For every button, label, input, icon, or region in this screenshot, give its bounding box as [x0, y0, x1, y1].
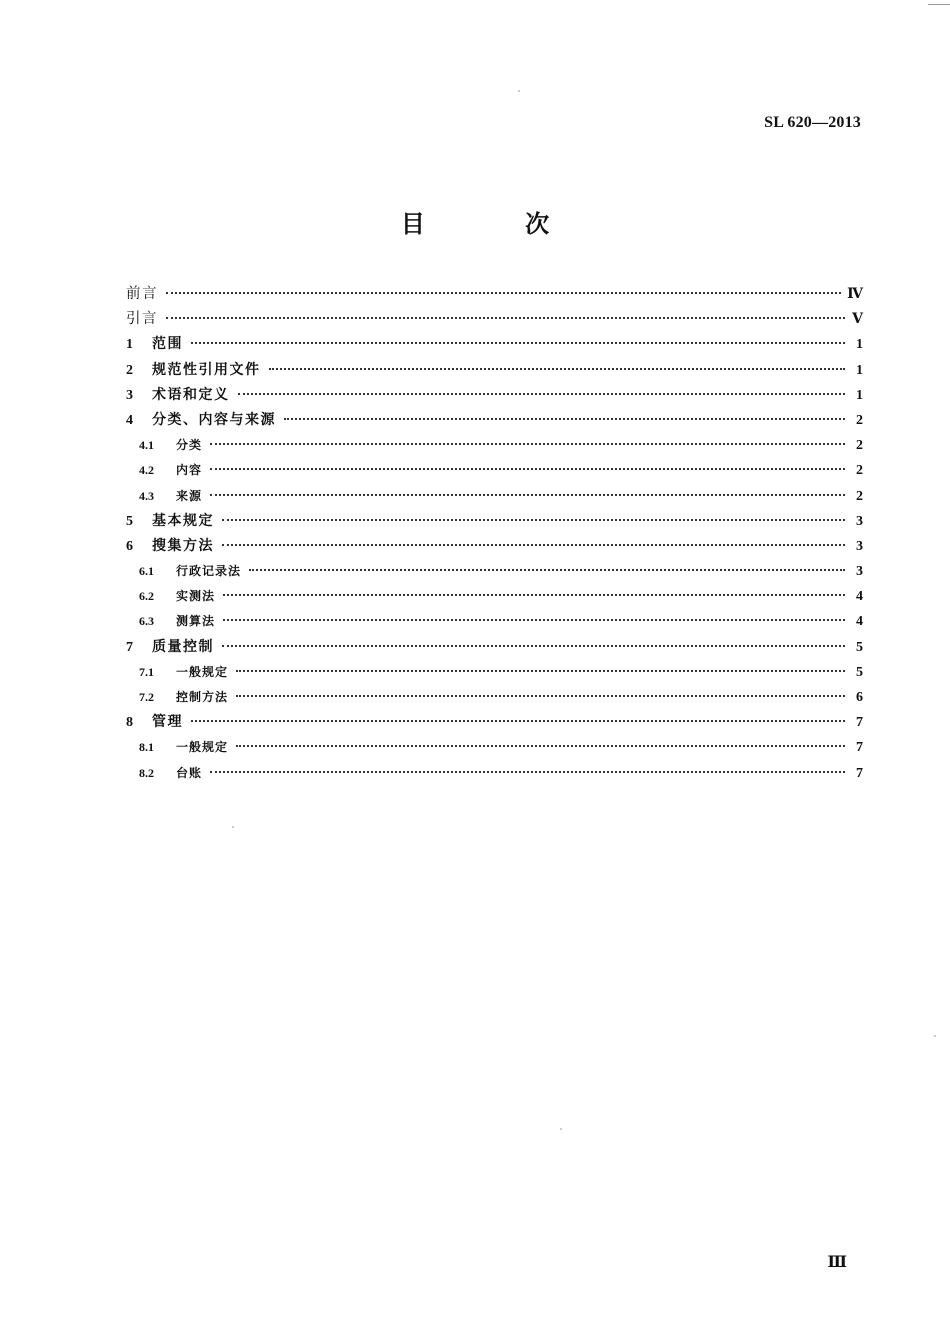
dot-leader — [223, 594, 845, 596]
toc-entry-label: 台账 — [176, 765, 203, 780]
toc-entry-number: 4.1 — [139, 438, 154, 453]
dot-leader — [166, 292, 841, 294]
page-number: Ⅲ — [827, 1254, 847, 1271]
dot-leader — [284, 418, 845, 420]
toc-entry-number: 8 — [126, 715, 133, 731]
toc-entry-number: 6.1 — [139, 564, 154, 579]
toc-entry-page: 2 — [856, 438, 863, 454]
toc-entry[interactable] — [126, 282, 863, 307]
toc-entry-number: 8.1 — [139, 740, 154, 755]
toc-entry-page: 5 — [856, 664, 863, 680]
toc-entry-label: 测算法 — [176, 614, 216, 629]
toc-entry-label: 行政记录法 — [176, 564, 242, 579]
toc-entry[interactable] — [126, 358, 863, 383]
toc-entry-page: 1 — [856, 387, 863, 403]
dot-leader — [191, 342, 845, 344]
dot-leader — [236, 745, 845, 747]
toc-entry-label: 实测法 — [176, 589, 216, 604]
dot-leader — [236, 695, 845, 697]
dot-leader — [210, 494, 845, 496]
dot-leader — [249, 569, 845, 571]
toc-entry-label: 质量控制 — [152, 638, 214, 655]
toc-entry-page: 3 — [856, 513, 863, 529]
toc-entry-label: 分类、内容与来源 — [152, 411, 276, 428]
toc-entry-number: 6.2 — [139, 589, 154, 604]
dot-leader — [210, 771, 845, 773]
toc-entry-number: 6.3 — [139, 614, 154, 629]
toc-entry[interactable] — [126, 332, 863, 357]
toc-entry-page: 3 — [856, 564, 863, 580]
page-title: 目 次 — [400, 210, 596, 238]
dot-leader — [238, 393, 846, 395]
toc-entry-label: 引言 — [126, 311, 158, 328]
toc-entry-page: 2 — [856, 463, 863, 479]
toc-entry-label: 前言 — [126, 286, 158, 302]
scan-speck — [232, 826, 234, 828]
dot-leader — [210, 443, 845, 445]
toc-entry[interactable] — [126, 484, 863, 509]
toc-entry[interactable] — [126, 458, 863, 483]
toc-entry[interactable] — [126, 534, 863, 559]
table-of-contents — [126, 282, 863, 786]
dot-leader — [210, 468, 845, 470]
toc-entry-page: 7 — [856, 740, 863, 756]
toc-entry[interactable] — [126, 685, 863, 710]
toc-entry-page: Ⅳ — [847, 287, 863, 302]
toc-entry-number: 7 — [126, 639, 133, 655]
scan-speck — [560, 1128, 562, 1130]
standard-code: SL 620—2013 — [764, 114, 861, 131]
toc-entry-label: 一般规定 — [176, 664, 229, 679]
toc-entry-label: 搜集方法 — [152, 537, 214, 554]
toc-entry-label: 范围 — [152, 336, 183, 353]
toc-entry-label: 术语和定义 — [152, 386, 230, 403]
toc-entry[interactable] — [126, 307, 863, 332]
toc-entry-number: 6 — [126, 538, 133, 554]
toc-entry[interactable] — [126, 559, 863, 584]
dot-leader — [222, 645, 845, 647]
toc-entry[interactable] — [126, 660, 863, 685]
toc-entry-number: 4.2 — [139, 463, 154, 478]
dot-leader — [222, 519, 845, 521]
toc-entry-page: 4 — [856, 614, 863, 630]
toc-entry[interactable] — [126, 635, 863, 660]
toc-entry-number: 4.3 — [139, 488, 154, 503]
dot-leader — [223, 619, 845, 621]
dot-leader — [191, 720, 845, 722]
toc-entry-page: 2 — [856, 412, 863, 428]
toc-entry-number: 7.1 — [139, 664, 154, 679]
toc-entry[interactable] — [126, 761, 863, 786]
toc-entry-page: 6 — [856, 690, 863, 705]
scan-edge-mark — [928, 4, 950, 5]
toc-entry-number: 5 — [126, 513, 133, 529]
dot-leader — [269, 368, 846, 370]
toc-entry-page: 7 — [856, 765, 863, 781]
toc-entry-page: 7 — [856, 715, 863, 731]
toc-entry-label: 一般规定 — [176, 740, 229, 755]
scan-speck — [934, 1035, 936, 1037]
toc-entry[interactable] — [126, 383, 863, 408]
toc-entry-label: 来源 — [176, 488, 203, 503]
dot-leader — [236, 670, 845, 672]
dot-leader — [222, 544, 845, 546]
toc-entry[interactable] — [126, 609, 863, 634]
toc-entry-label: 控制方法 — [176, 690, 229, 704]
toc-entry-page: Ⅴ — [852, 312, 863, 328]
toc-entry-page: 1 — [856, 337, 863, 353]
toc-entry-number: 2 — [126, 362, 133, 378]
toc-entry[interactable] — [126, 735, 863, 760]
toc-entry[interactable] — [126, 433, 863, 458]
toc-entry[interactable] — [126, 509, 863, 534]
toc-entry-page: 1 — [856, 362, 863, 378]
toc-entry-page: 5 — [856, 639, 863, 655]
toc-entry[interactable] — [126, 408, 863, 433]
toc-entry[interactable] — [126, 710, 863, 735]
dot-leader — [166, 317, 845, 319]
toc-entry-number: 7.2 — [139, 690, 154, 704]
toc-entry-label: 管理 — [152, 714, 183, 731]
toc-entry-number: 4 — [126, 412, 133, 428]
toc-entry-label: 分类 — [176, 438, 203, 453]
toc-entry-page: 2 — [856, 488, 863, 504]
toc-entry-label: 规范性引用文件 — [152, 361, 261, 378]
toc-entry-page: 4 — [856, 589, 863, 605]
toc-entry-number: 3 — [126, 387, 133, 403]
toc-entry-label: 基本规定 — [152, 512, 214, 529]
toc-entry[interactable] — [126, 584, 863, 609]
toc-entry-label: 内容 — [176, 463, 203, 478]
toc-entry-number: 1 — [126, 337, 133, 353]
toc-entry-page: 3 — [856, 538, 863, 554]
toc-entry-number: 8.2 — [139, 765, 154, 780]
scan-speck — [518, 90, 520, 92]
